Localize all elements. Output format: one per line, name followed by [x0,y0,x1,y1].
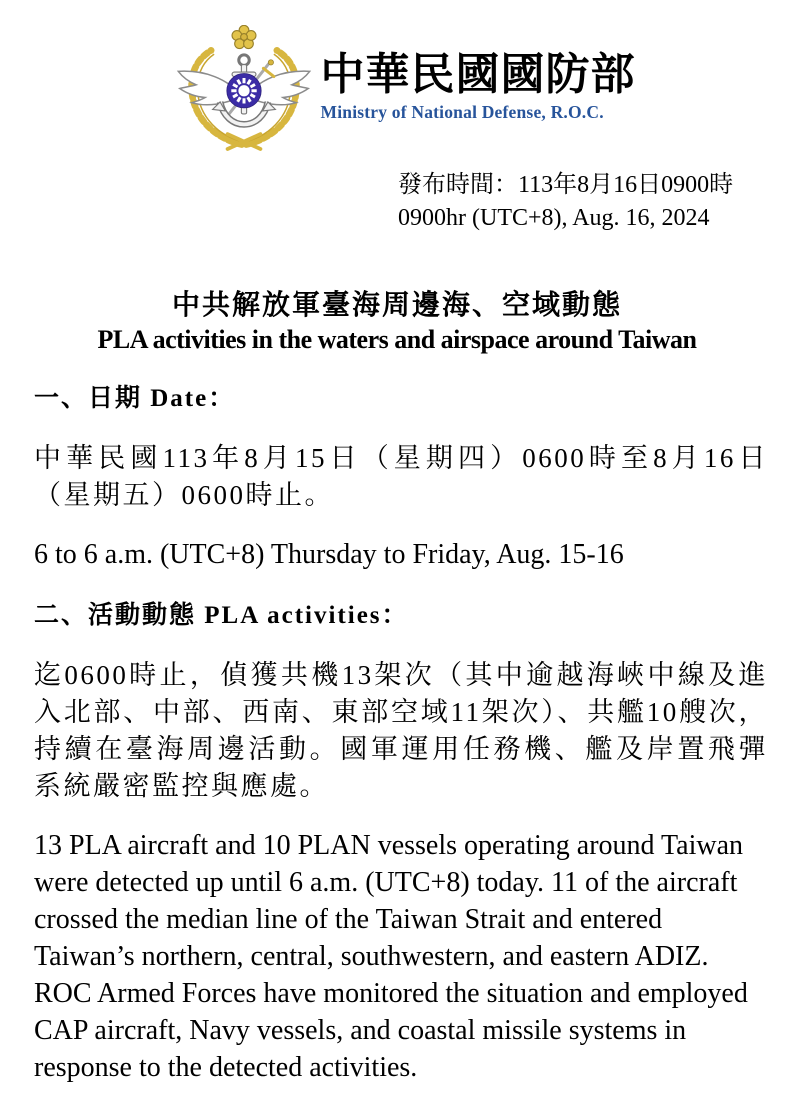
org-name-zh: 中華民國國防部 [320,50,636,99]
section-2-paragraph-zh: 迄0600時止，偵獲共機13架次（其中逾越海峽中線及進入北部、中部、西南、東部空域11架次）、共艦10艘次，持續在臺海周邊活動。國軍運用任務機、艦及岸置飛彈系統嚴密監控與應處。 [34,660,768,801]
release-time [398,169,794,235]
org-name-en: Ministry of National Defense, R.O.C. [320,102,604,122]
mnd-emblem-logo [169,25,319,157]
section-2-paragraph-en: 13 PLA aircraft and 10 PLAN vessels operating around Taiwan were detected up until 6 a.m. (UTC+8) today. 11 of the aircraft crossed the median line of the Taiwan Strait and entered Taiwan’s northern, central, southwestern, and eastern ADIZ. ROC Armed Forces have monitored the situation and employed CAP aircraft, Navy vessels, and coastal missile systems in response to the detected activities. [34,830,748,1083]
release-time-zh: 發布時間：113年8月16日0900時 [398,172,734,198]
org-title-block [321,25,636,123]
mnd-emblem-icon [169,25,319,152]
header [10,25,794,157]
section-1-heading: 一、日期 Date： [34,385,236,412]
doc-title-zh: 中共解放軍臺海周邊海、空域動態 [171,290,622,321]
doc-title-block [0,289,794,356]
section-2-heading: 二、活動動態 PLA activities： [34,602,409,629]
section-1-paragraph-zh: 中華民國113年8月15日（星期四）0600時至8月16日（星期五）0600時止。 [34,443,768,510]
doc-body [0,382,794,1086]
section-1-paragraph-en: 6 to 6 a.m. (UTC+8) Thursday to Friday, Aug. 15-16 [34,539,624,570]
release-time-en: 0900hr (UTC+8), Aug. 16, 2024 [398,205,710,231]
doc-title-en: PLA activities in the waters and airspace around Taiwan [97,325,697,354]
